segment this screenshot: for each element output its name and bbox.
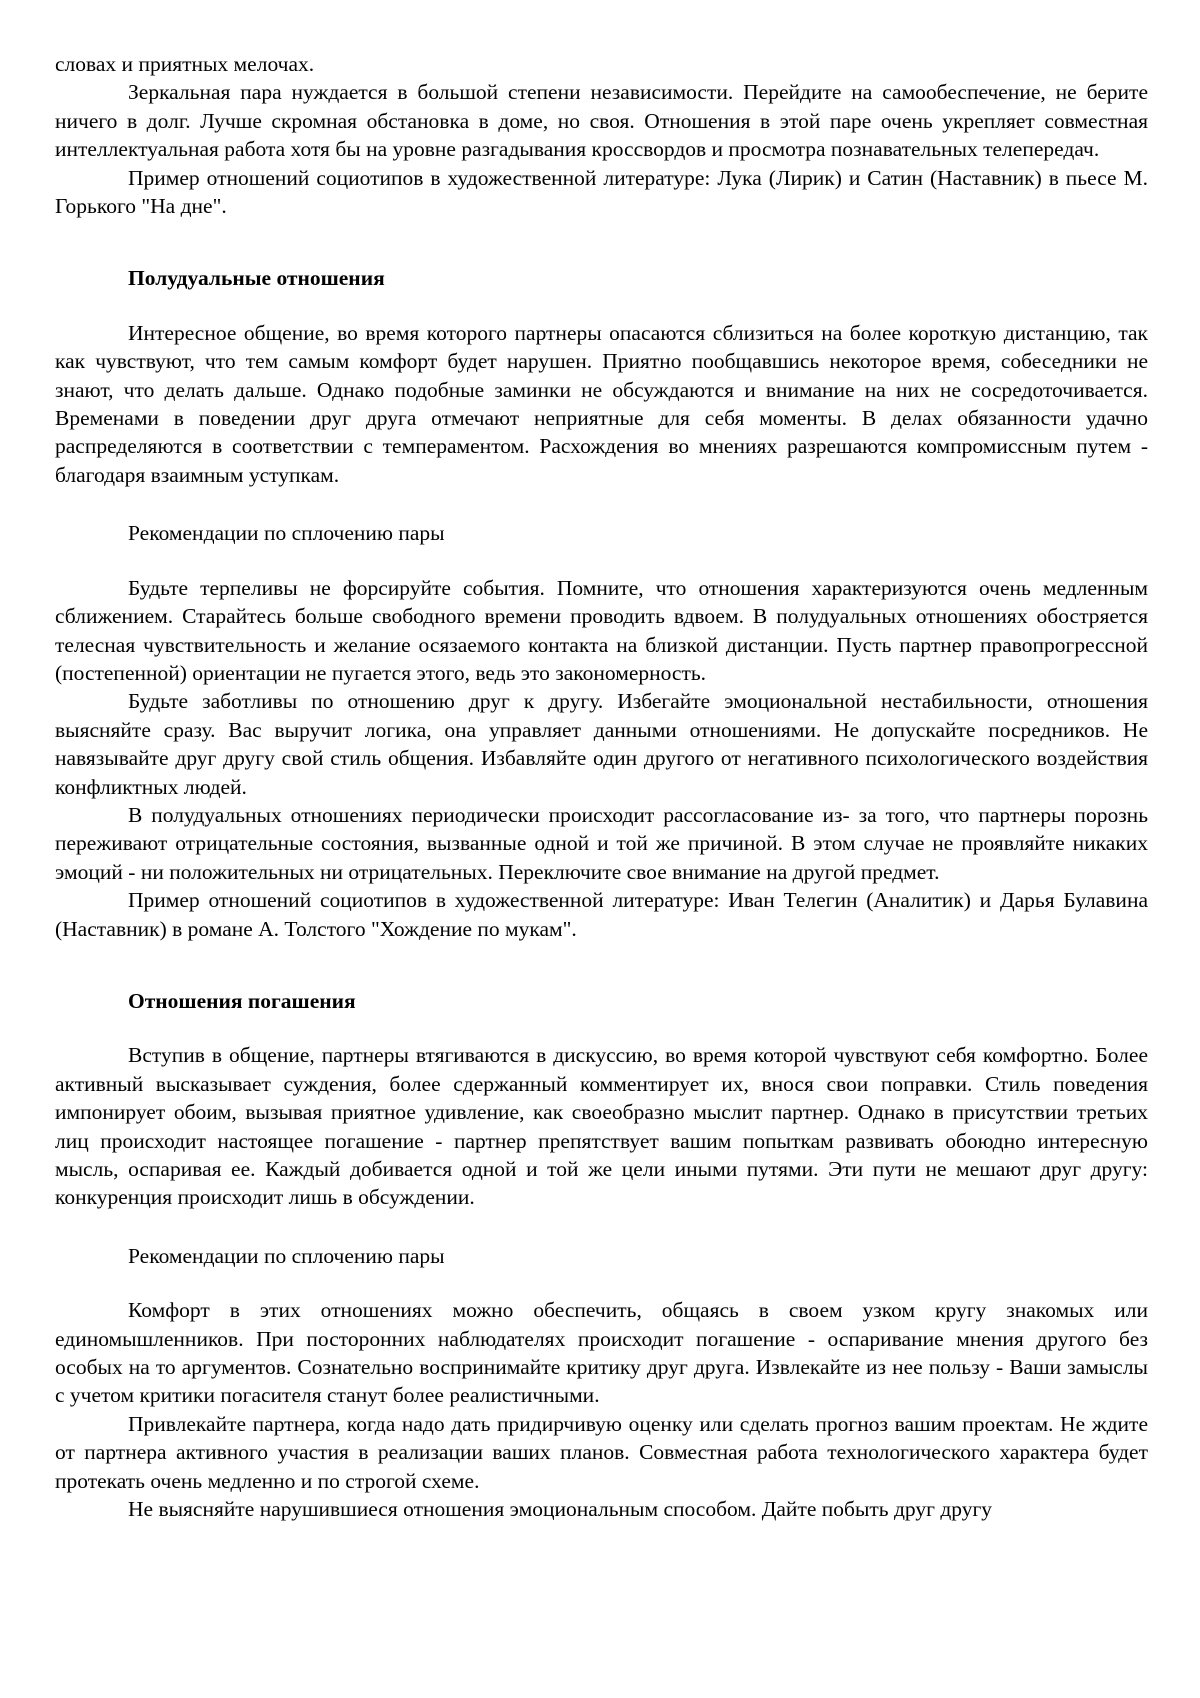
paragraph: Комфорт в этих отношениях можно обеспечить, общаясь в своем узком кругу знакомых или единомышленников. При посторонних наблюдателях происходит погашение - оспаривание мнения другого без особых на то аргументов. Сознательно воспринимайте критику друг друга. Извлекайте из нее пользу - Ваши замыслы с учетом критики погасителя станут более реалистичными.	[55, 1298, 1148, 1408]
paragraph: Не выясняйте нарушившиеся отношения эмоциональным способом. Дайте побыть друг другу	[128, 1497, 993, 1522]
section-subheading: Рекомендации по сплочению пары	[128, 521, 445, 546]
document-body	[55, 50, 1148, 1523]
paragraph: Пример отношений социотипов в художественной литературе: Иван Телегин (Аналитик) и Дарья Булавина (Наставник) в романе А. Толстого "Хождение по мукам".	[55, 888, 1148, 941]
section-subheading: Рекомендации по сплочению пары	[128, 1243, 445, 1268]
paragraph: Вступив в общение, партнеры втягиваются в дискуссию, во время которой чувствуют себя комфортно. Более активный высказывает суждения, более сдержанный комментирует их, внося свои поправки. Стиль поведения импонирует обоим, вызывая приятное удивление, как своеобразно мыслит партнер. Однако в присутствии третьих лиц происходит настоящее погашение - партнер препятствует вашим попыткам развивать обоюдно интересную мысль, оспаривая ее. Каждый добивается одной и той же цели иными путями. Эти пути не мешают друг другу: конкуренция происходит лишь в обсуждении.	[55, 1043, 1148, 1210]
paragraph: Интересное общение, во время которого партнеры опасаются сблизиться на более короткую дистанцию, так как чувствуют, что тем самым комфорт будет нарушен. Приятно пообщавшись некоторое время, собеседники не знают, что делать дальше. Однако подобные заминки не обсуждаются и внимание на них не сосредоточивается. Временами в поведении друг друга отмечают неприятные для себя моменты. В делах обязанности удачно распределяются в соответствии с темпераментом. Расхождения во мнениях разрешаются компромиссным путем - благодаря взаимным уступкам.	[55, 320, 1148, 487]
section-heading: Полудуальные отношения	[128, 266, 385, 291]
section-heading: Отношения погашения	[128, 988, 356, 1013]
paragraph: Пример отношений социотипов в художественной литературе: Лука (Лирик) и Сатин (Наставник) в пьесе М. Горького "На дне".	[55, 165, 1148, 219]
paragraph: Будьте терпеливы не форсируйте события. Помните, что отношения характеризуются очень медленным сближением. Старайтесь больше свободного времени проводить вдвоем. В полудуальных отношениях обостряется телесная чувствительность и желание осязаемого контакта на близкой дистанции. Пусть партнер правопрогрессной (постепенной) ориентации не пугается этого, ведь это закономерность.	[55, 575, 1148, 685]
paragraph: Привлекайте партнера, когда надо дать придирчивую оценку или сделать прогноз вашим проектам. Не ждите от партнера активного участия в реализации ваших планов. Совместная работа технологического характера будет протекать очень медленно и по строгой схеме.	[55, 1411, 1148, 1493]
paragraph: В полудуальных отношениях периодически происходит рассогласование из- за того, что партнеры порознь переживают отрицательные состояния, вызванные одной и той же причиной. В этом случае не проявляйте никаких эмоций - ни положительных ни отрицательных. Переключите свое внимание на другой предмет.	[55, 802, 1148, 884]
paragraph: Будьте заботливы по отношению друг к другу. Избегайте эмоциональной нестабильности, отношения выясняйте сразу. Вас выручит логика, она управляет данными отношениями. Не допускайте посредников. Не навязывайте друг другу свой стиль общения. Избавляйте один другого от негативного психологического воздействия конфликтных людей.	[55, 689, 1148, 799]
paragraph: Зеркальная пара нуждается в большой степени независимости. Перейдите на самообеспечение, не берите ничего в долг. Лучше скромная обстановка в доме, но своя. Отношения в этой паре очень укрепляет совместная интеллектуальная работа хотя бы на уровне разгадывания кроссвордов и просмотра познавательных телепередач.	[55, 80, 1148, 162]
continuation-line: словах и приятных мелочах.	[55, 52, 315, 76]
